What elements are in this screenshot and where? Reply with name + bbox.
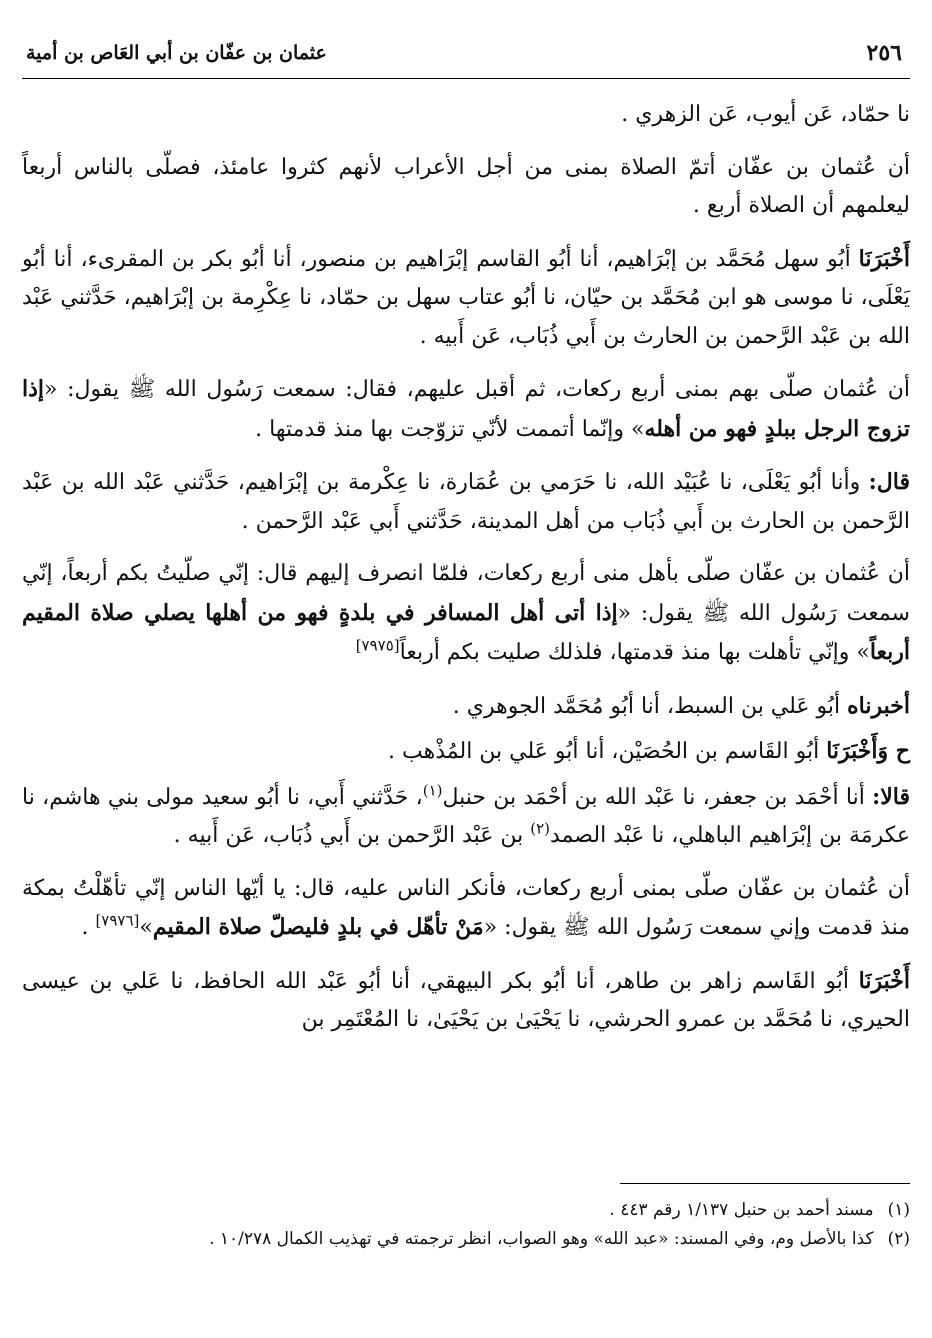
paragraph-text: أبُو سهل مُحَمَّد بن إبْرَاهيم، أنا أبُو القاسم إبْرَاهيم بن منصور، أنا أبُو بكر بن المقرىء، أنا أبُو يَعْلَى، نا موسى هو ابن مُحَمَّد بن حيّان، نا أبُو عتاب سهل بن حمّاد، نا عِكْرِمة بن إبْرَاهيم، حَدَّثني عَبْد الله بن عَبْد الرَّحمن بن الحارث بن أَبي ذُبَاب، عَن أَبيه . [22,246,910,349]
page-header [22,34,910,70]
narration-keyword: ح وَأَخْبَرَنَا [826,738,910,764]
narration-keyword: أَخْبَرَنَا [858,967,910,994]
page-number: ٢٥٦ [866,40,902,66]
hadith-text: إذا أتى أهل المسافر في بلدةٍ فهو من أهلها يصلي صلاة المقيم أربعاً [22,599,910,665]
paragraph-text: أبُو عَلي بن السبط، أنا أبُو مُحَمَّد الجوهري . [452,693,848,719]
paragraph [22,870,910,948]
paragraph-text: أن عُثمان صلّى بهم بمنى أربع ركعات، ثم أقبل عليهم، فقال: سمعت رَسُول الله ﷺ يقول: « [44,377,910,402]
paragraph-text: أن عُثمان بن عفّان أتمّ الصلاة بمنى من أجل الأعراب لأنهم كثروا عامئذ، فصلّى بالناس أربعاً ليعلمهم أن الصلاة أربع . [22,154,910,218]
footnote-number: (١) [887,1200,910,1220]
paragraph [22,370,910,449]
paragraph-text: » [139,915,153,940]
footnote-text: كذا بالأصل وم، وفي المسند: «عبد الله» وهو الصواب، انظر ترجمته في تهذيب الكمال ١٠/٢٧٨ . [209,1229,874,1249]
paragraph [22,149,910,226]
paragraph [22,463,910,541]
paragraph-text: » وإنّما أتممت لأنّي تزوّجت بها منذ قدمتها . [255,416,645,442]
paragraph [22,778,910,856]
paragraph [22,240,910,357]
narration-keyword: قال: [868,469,910,495]
reference-marker: (٢) [530,819,551,838]
paragraph [22,962,910,1040]
footnote [22,1225,910,1254]
footnote [22,1196,910,1225]
paragraph-text: أن عُثمان بن عفّان صلّى بمنى أربع ركعات، فأنكر الناس عليه، قال: يا أيّها الناس إنّي تأهّلْتُ بمكة منذ قدمت وإني سمعت رَسُول الله ﷺ يقول: « [22,875,911,940]
paragraph-text: أنا أحْمَد بن جعفر، نا عَبْد الله بن أحْمَد بن حنبل [442,784,873,810]
reference-marker: [٧٩٧٥] [355,636,400,655]
main-text [22,96,910,1054]
paragraph-text: بن عَبْد الرَّحمن بن أَبي ذُبَاب، عَن أَبيه . [173,823,531,848]
footnotes [22,1196,910,1254]
footnote-divider [620,1183,910,1184]
narration-keyword: قالا: [872,783,910,810]
header-divider [22,78,910,79]
paragraph-text: ، حَدَّثني أَبي، نا أبُو سعيد مولى بني هاشم، نا عكرمَة بن إبْرَاهيم الباهلي، نا عَبْد الصمد [22,784,910,848]
paragraph-text: » وإنّي تأهلت بها منذ قدمتها، فلذلك صليت بكم أربعاً [399,640,870,665]
paragraph [22,687,910,727]
running-title: عثمان بن عفّان بن أبي العَاص بن أمية [26,42,327,64]
paragraph-text: وأنا أبُو يَعْلَى، نا عُبَيْد الله، نا حَرَمي بن عُمَارة، نا عِكْرمة بن إبْرَاهيم، حَدَّثني عَبْد الله بن عَبْد الرَّحمن بن الحارث بن أَبي ذُبَاب من أهل المدينة، حَدَّثني أَبي عَبْد الرَّحمن . [22,470,910,534]
paragraph-text: أبُو القَاسم زاهر بن طاهر، أنا أبُو بكر البيهقي، أنا أبُو عَبْد الله الحافظ، نا عَلي بن عيسى الحيري، نا مُحَمَّد بن عمرو الحرشي، نا يَحْيَىٰ بن يَحْيَىٰ، نا المُعْتَمِر بن [22,968,910,1032]
paragraph-text: أن عُثمان بن عفّان صلّى بأهل منى أربع ركعات، فلمّا انصرف إليهم قال: إنّي صلّيتُ بكم أربعاً، إنّي سمعت رَسُول الله ﷺ يقول: « [22,561,910,626]
paragraph [22,555,910,673]
paragraph-text: أبُو القَاسم بن الحُصَيْن، أنا أبُو عَلي بن المُذْهب . [388,739,827,764]
reference-marker: [٧٩٧٦] [95,911,140,930]
footnote-text: مسند أحمد بن حنبل ١/١٣٧ رقم ٤٤٣ . [609,1200,874,1220]
footnote-number: (٢) [887,1229,910,1249]
paragraph-text: نا حمّاد، عَن أيوب، عَن الزهري . [621,102,910,127]
narration-keyword: أخبرناه [847,692,910,719]
hadith-text: إذا تزوج الرجل ببلدٍ فهو من أهله [22,376,910,442]
paragraph-text: . [81,915,96,940]
reference-marker: (١) [422,781,443,800]
narration-keyword: أَخْبَرَنَا [858,245,910,272]
paragraph [22,732,910,772]
paragraph [22,96,910,135]
hadith-text: مَنْ تأهّل في بلدٍ فليصلّ صلاة المقيم [152,914,484,940]
